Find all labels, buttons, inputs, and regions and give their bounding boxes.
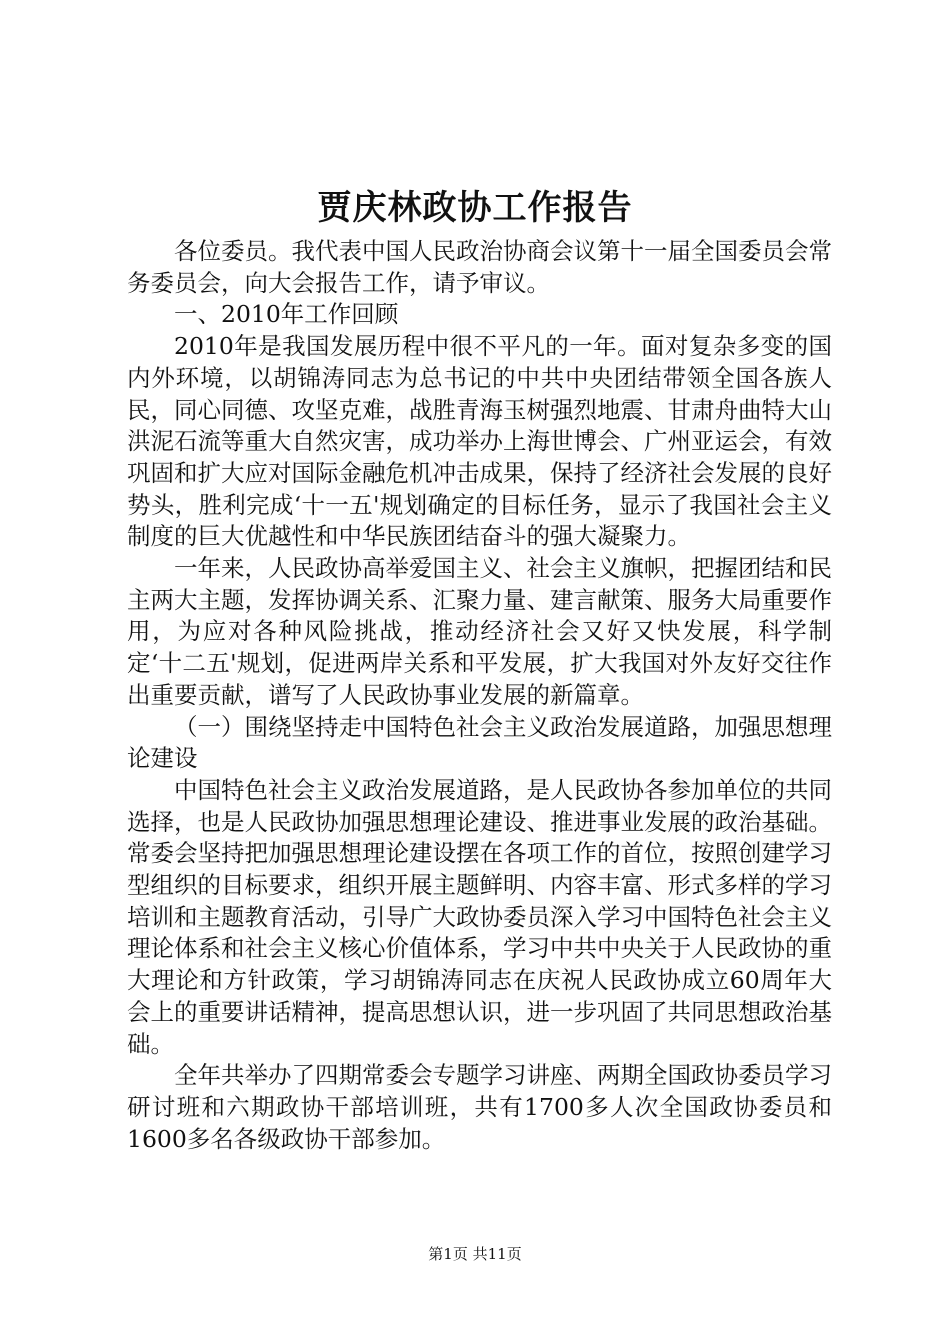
paragraph-2010-overview: 2010年是我国发展历程中很不平凡的一年。面对复杂多变的国内外环境，以胡锦涛同志为总书记的中共中央团结带领全国各族人民，同心同德、攻坚克难，战胜青海玉树强烈地震、甘肃舟曲特大山洪泥石流等重大自然灾害，成功举办上海世博会、广州亚运会，有效巩固和扩大应对国际金融危机冲击成果，保持了经济社会发展的良好势头，胜利完成‘十一五'规划确定的目标任务，显示了我国社会主义制度的巨大优越性和中华民族团结奋斗的强大凝聚力。 (127, 332, 832, 551)
paragraph-year-summary: 一年来，人民政协高举爱国主义、社会主义旗帜，把握团结和民主两大主题，发挥协调关系、汇聚力量、建言献策、服务大局重要作用，为应对各种风险挑战，推动经济社会又好又快发展，科学制定‘十二五'规划，促进两岸关系和平发展，扩大我国对外友好交往作出重要贡献，谱写了人民政协事业发展的新篇章。 (127, 554, 832, 709)
subsection-heading-1: （一）围绕坚持走中国特色社会主义政治发展道路，加强思想理论建设 (127, 712, 832, 773)
paragraph-theory-building: 中国特色社会主义政治发展道路，是人民政协各参加单位的共同选择，也是人民政协加强思想理论建设、推进事业发展的政治基础。常委会坚持把加强思想理论建设摆在各项工作的首位，按照创建学习型组织的目标要求，组织开展主题鲜明、内容丰富、形式多样的学习培训和主题教育活动，引导广大政协委员深入学习中国特色社会主义理论体系和社会主义核心价值体系，学习中共中央关于人民政协的重大理论和方针政策，学习胡锦涛同志在庆祝人民政协成立60周年大会上的重要讲话精神，提高思想认识，进一步巩固了共同思想政治基础。 (127, 775, 832, 1058)
page-number: 第1页 共11页 (428, 1245, 522, 1263)
paragraph-greeting: 各位委员。我代表中国人民政治协商会议第十一届全国委员会常务委员会，向大会报告工作，请予审议。 (127, 237, 832, 297)
section-heading-review: 一、2010年工作回顾 (174, 300, 399, 329)
document-body (127, 236, 832, 1155)
paragraph-training-stats: 全年共举办了四期常委会专题学习讲座、两期全国政协委员学习研讨班和六期政协干部培训班，共有1700多人次全国政协委员和1600多名各级政协干部参加。 (127, 1061, 832, 1153)
document-title: 贾庆林政协工作报告 (317, 188, 633, 228)
